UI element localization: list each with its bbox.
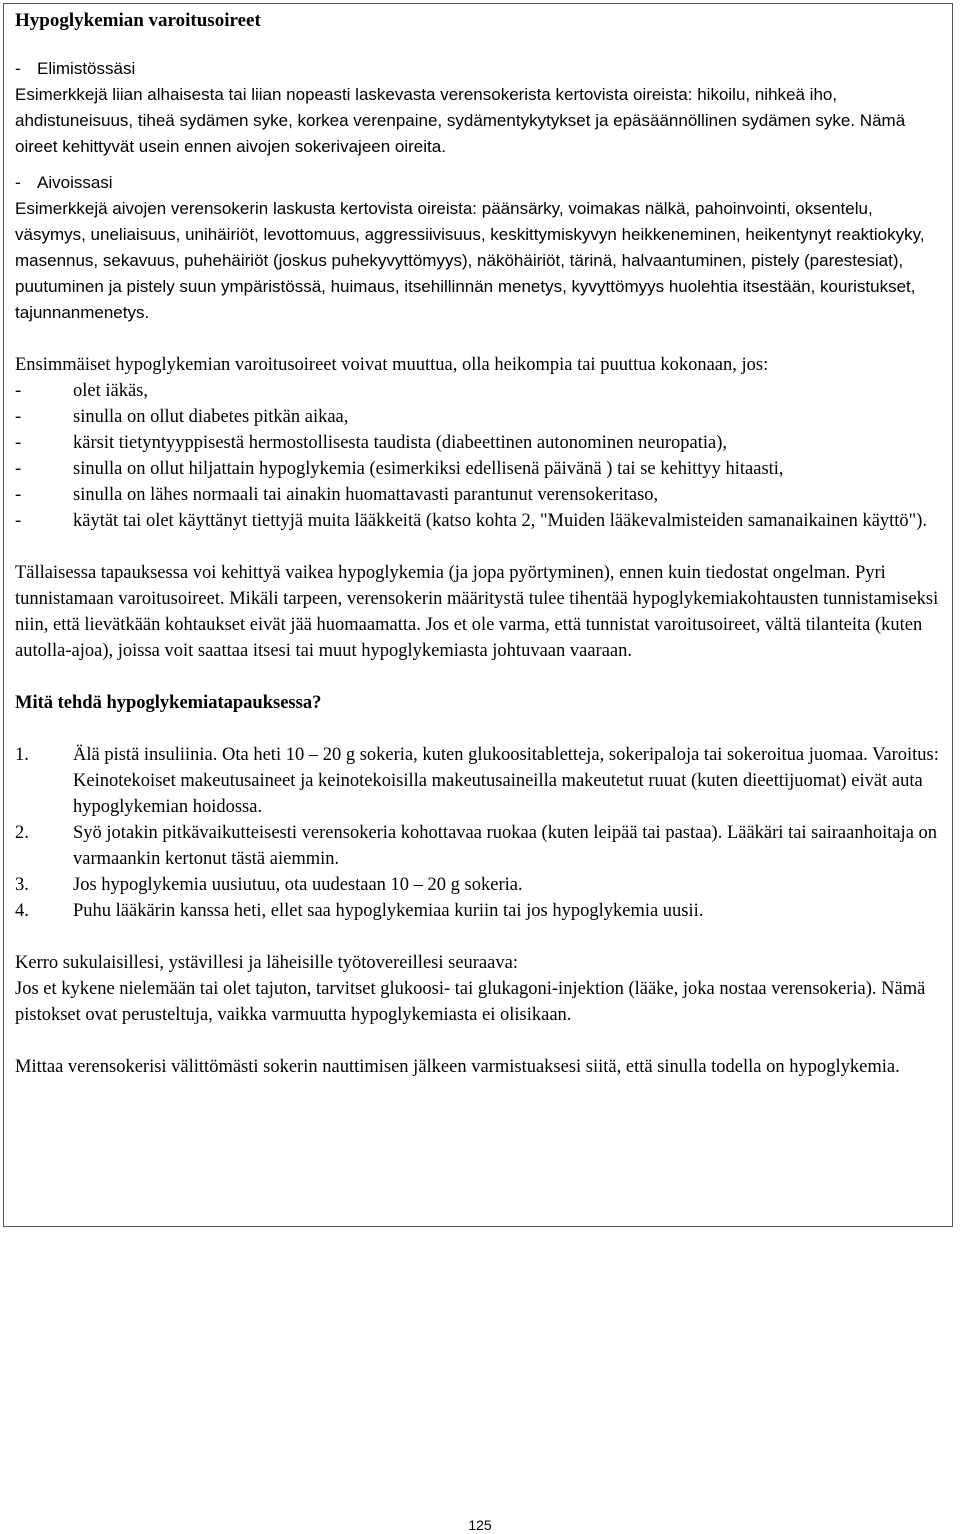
list-item [15,430,940,456]
dash-marker: - [15,173,21,192]
tell-others-section [15,950,940,1028]
step-item [15,898,940,924]
step-text: Älä pistä insuliinia. Ota heti 10 – 20 g sokeria, kuten glukoositabletteja, sokeripaloja tai sokeroitua juomaa. Varoitus: Keinotekoiset makeutusaineet ja keinotekoisilla makeutusaineilla makeutetut ruuat (kuten dieettijuomat) eivät auta hypoglykemian hoidossa. [73,745,939,817]
step-text: Jos hypoglykemia uusiutuu, ota uudestaan 10 – 20 g sokeria. [73,875,523,895]
dash-marker: - [15,381,22,401]
content-box [3,3,953,1227]
tell-others-text: Jos et kykene nielemään tai olet tajuton, tarvitset glukoosi- tai glukagoni-injektion (lääke, joka nostaa verensokeria). Nämä pistokset ovat perusteltuja, vaikka varmuutta hypoglykemiasta ei olisikaan. [15,979,926,1025]
list-item-text: käytät tai olet käyttänyt tiettyjä muita lääkkeitä (katso kohta 2, "Muiden lääkevalmisteiden samanaikainen käyttö"). [73,511,928,531]
step-text: Syö jotakin pitkävaikutteisesti verensokeria kohottavaa ruokaa (kuten leipää tai pastaa). Lääkäri tai sairaanhoitaja on varmaankin kertonut tästä aiemmin. [73,823,938,869]
section-heading-brain [15,170,940,196]
dash-marker: - [15,59,21,78]
list-item [15,482,940,508]
first-signs-list [15,378,940,534]
list-item-text: kärsit tietyntyyppisestä hermostollisesta taudista (diabeettinen autonominen neuropatia), [73,433,728,453]
dash-marker: - [15,459,22,479]
step-number: 2. [15,823,29,843]
body-symptoms-text: Esimerkkejä liian alhaisesta tai liian nopeasti laskevasta verensokerista kertovista oireista: hikoilu, nihkeä iho, ahdistuneisuus, tiheä sydämen syke, korkea verenpaine, sydämentykytykset ja epäsäännöllinen sydämen syke. Nämä oireet kehittyvät usein ennen aivojen sokerivajeen oireita. [15,85,906,156]
situation-paragraph: Tällaisessa tapauksessa voi kehittyä vaikea hypoglykemia (ja jopa pyörtyminen), ennen kuin tiedostat ongelman. Pyri tunnistamaan varoitusoireet. Mikäli tarpeen, verensokerin määritystä tulee tihentää hypoglykemiakohtausten tunnistamiseksi niin, että lievätkään kohtaukset eivät jää huomaamatta. Jos et ole varma, että tunnistat varoitusoireet, vältä tilanteita (kuten autolla-ajoa), joissa voit saattaa itsesi tai muut hypoglykemiasta johtuvaan vaaraan. [15,563,939,661]
brain-symptoms-text: Esimerkkejä aivojen verensokerin laskusta kertovista oireista: päänsärky, voimakas nälkä, pahoinvointi, oksentelu, väsymys, uneliaisuus, unihäiriöt, levottomuus, aggressiivisuus, keskittymiskyvyn heikkeneminen, heikentynyt reaktiokyky, masennus, sekavuus, puhehäiriöt (joskus puhekyvyttömyys), näköhäiriöt, tärinä, halvaantuminen, pistely (parestesiat), puutuminen ja pistely suun ympäristössä, huimaus, itsehillinnän menetys, kyvyttömyys huolehtia itsestään, kouristukset, tajunnanmenetys. [15,199,925,322]
step-number: 4. [15,901,29,921]
list-item [15,508,940,534]
list-item-text: sinulla on ollut diabetes pitkän aikaa, [73,407,349,427]
step-number: 1. [15,745,29,765]
step-item [15,742,940,820]
body-section [15,56,940,160]
step-text: Puhu lääkärin kanssa heti, ellet saa hypoglykemiaa kuriin tai jos hypoglykemia uusii. [73,901,704,921]
tell-others-intro: Kerro sukulaisillesi, ystävillesi ja läheisille työtovereillesi seuraava: [15,953,518,973]
first-signs-intro: Ensimmäiset hypoglykemian varoitusoireet voivat muuttua, olla heikompia tai puuttua kokonaan, jos: [15,355,769,375]
what-to-do-heading: Mitä tehdä hypoglykemiatapauksessa? [15,693,322,713]
first-signs-section [15,352,940,534]
list-item-text: olet iäkäs, [73,381,149,401]
what-to-do-steps [15,742,940,924]
final-paragraph: Mittaa verensokerisi välittömästi sokerin nauttimisen jälkeen varmistuaksesi siitä, että sinulla todella on hypoglykemia. [15,1057,900,1077]
list-item [15,378,940,404]
section-heading-body [15,56,940,82]
dash-marker: - [15,433,22,453]
list-item [15,456,940,482]
section-heading-label: Aivoissasi [37,173,113,192]
list-item-text: sinulla on lähes normaali tai ainakin huomattavasti parantunut verensokeritaso, [73,485,659,505]
page-title: Hypoglykemian varoitusoireet [15,10,261,31]
brain-section [15,170,940,326]
dash-marker: - [15,407,22,427]
step-item [15,820,940,872]
list-item [15,404,940,430]
section-heading-label: Elimistössäsi [37,59,136,78]
step-number: 3. [15,875,29,895]
dash-marker: - [15,485,22,505]
dash-marker: - [15,511,22,531]
page-number: 125 [468,1517,492,1533]
step-item [15,872,940,898]
list-item-text: sinulla on ollut hiljattain hypoglykemia (esimerkiksi edellisenä päivänä ) tai se kehittyy hitaasti, [73,459,784,479]
